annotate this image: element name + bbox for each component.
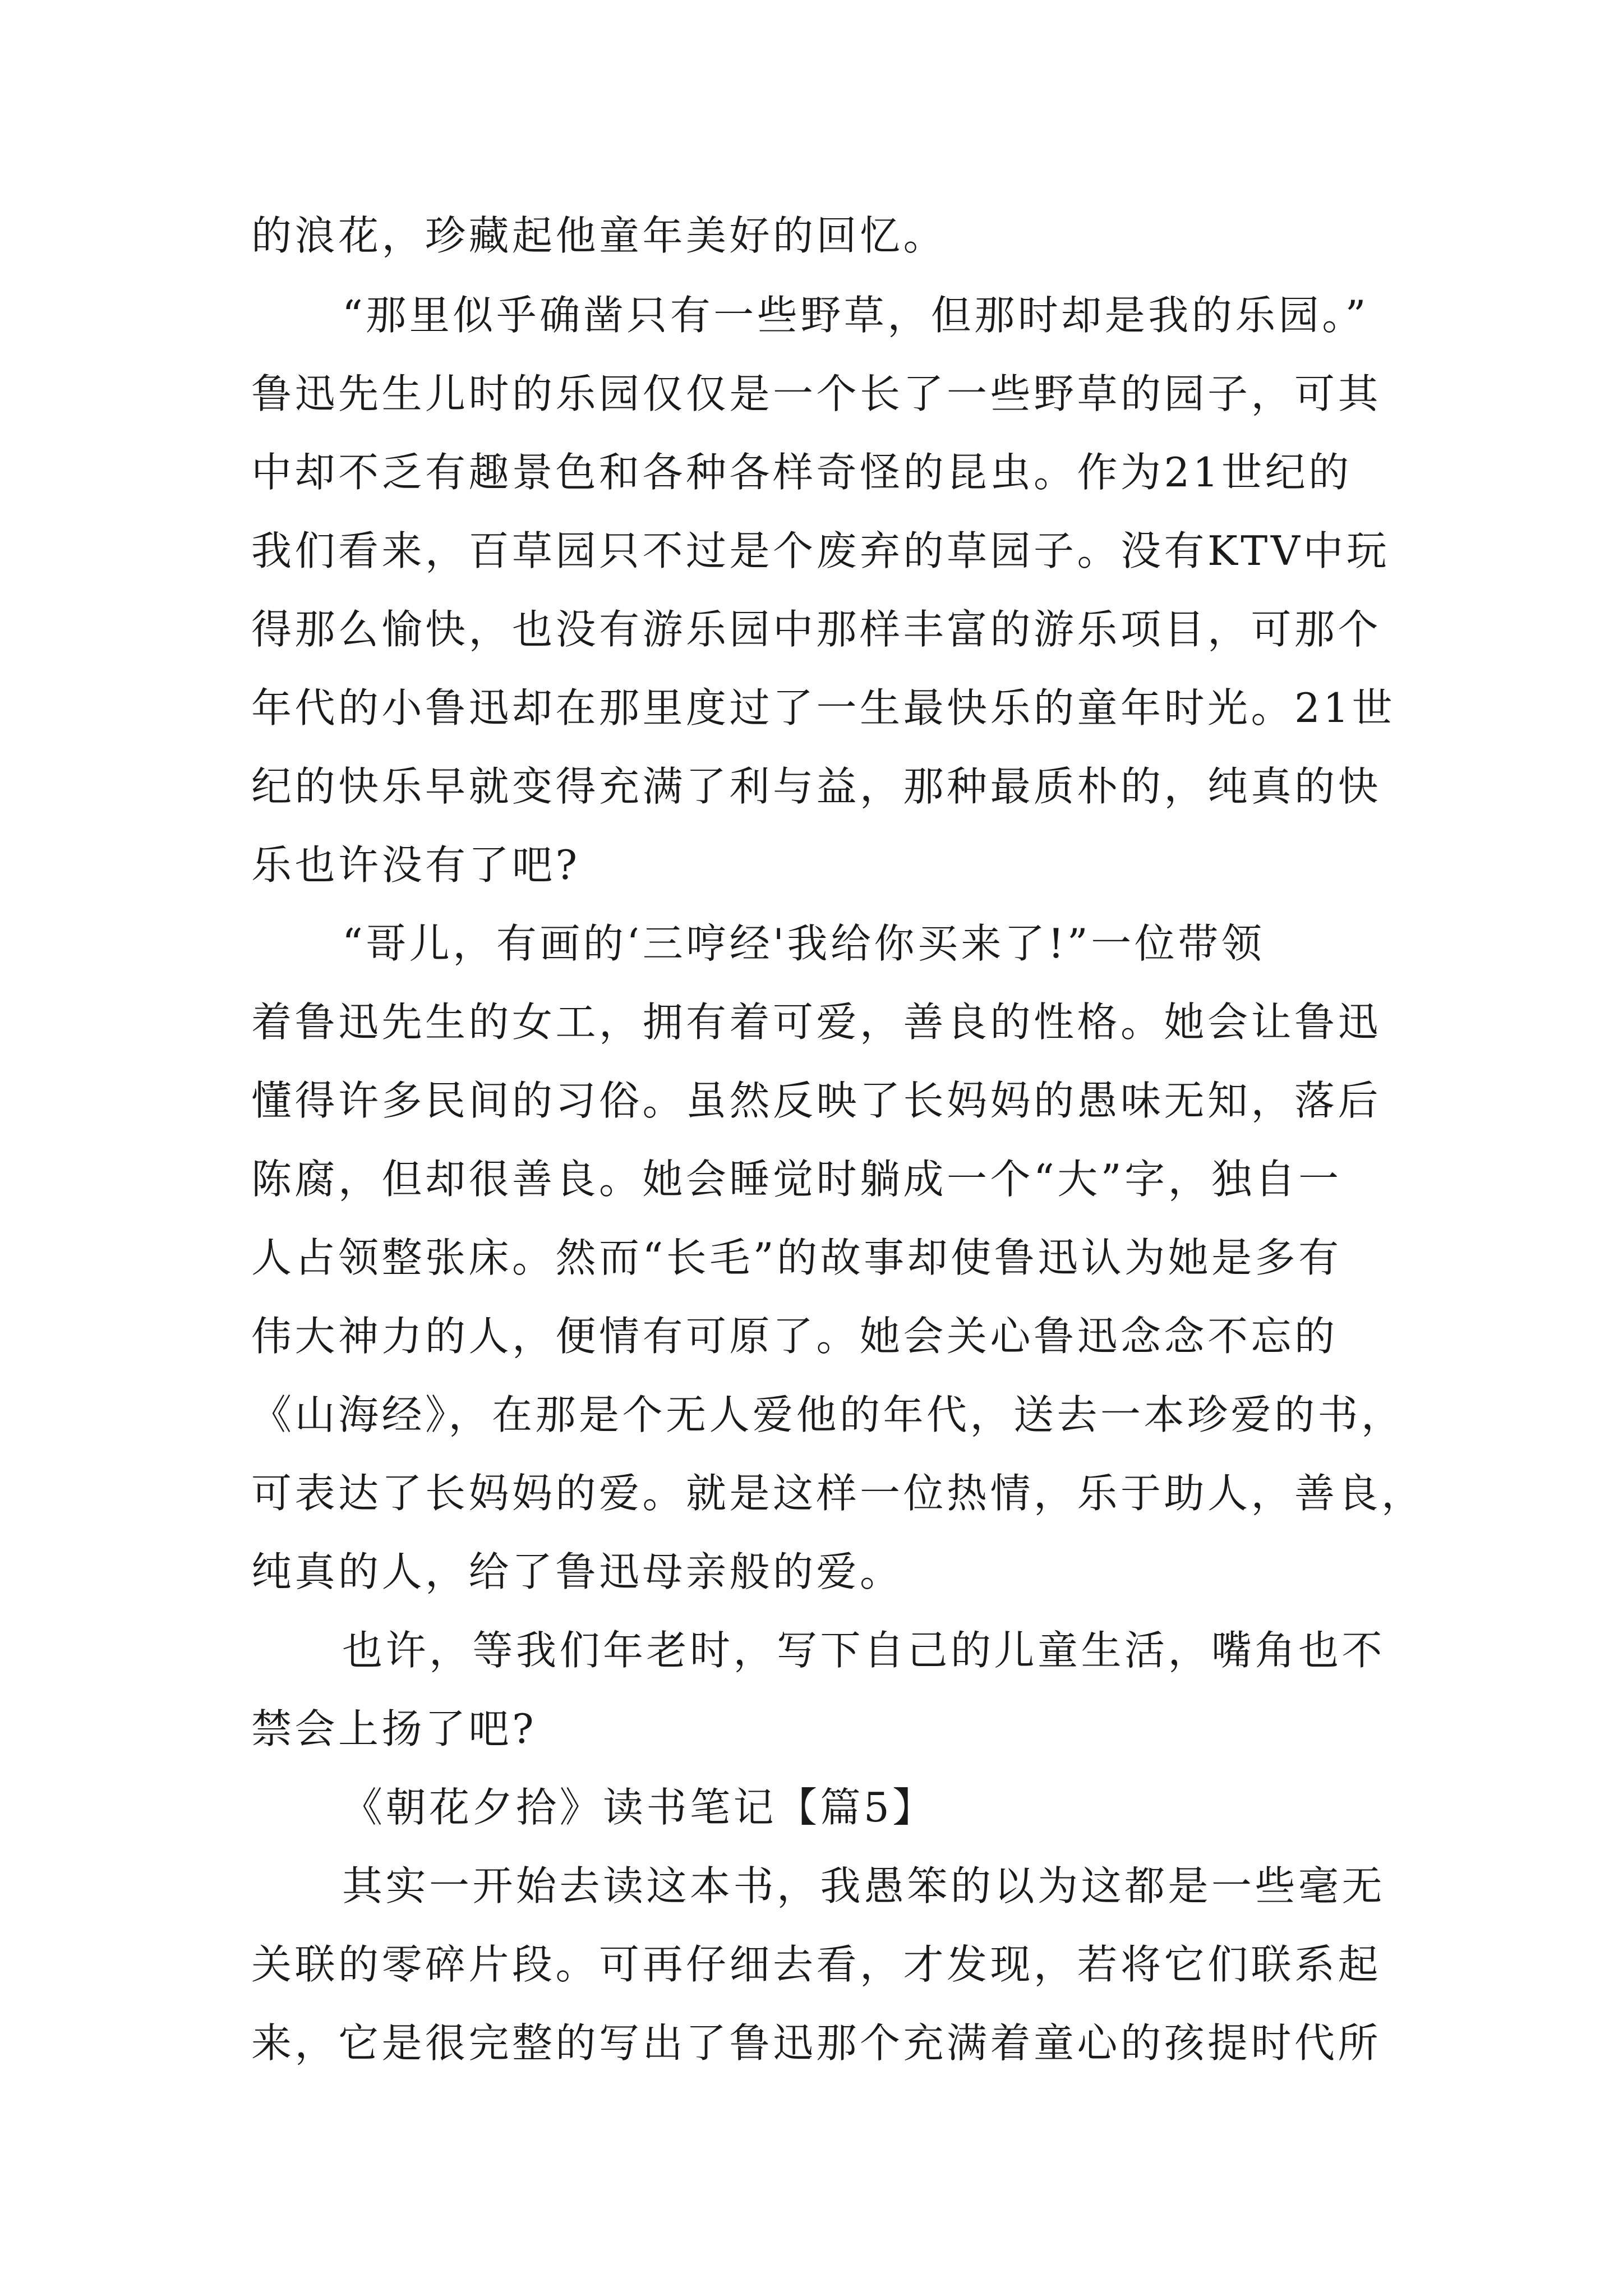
text-line-11: 着鲁迅先生的女工，拥有着可爱，善良的性格。她会让鲁迅 xyxy=(251,999,1382,1046)
text-line-14: 人占领整张床。然而“长毛”的故事却使鲁迅认为她是多有 xyxy=(251,1234,1342,1281)
text-line-22: 其实一开始去读这本书，我愚笨的以为这都是一些毫无 xyxy=(342,1862,1386,1910)
text-line-13: 陈腐，但却很善良。她会睡觉时躺成一个“大”字，独自一 xyxy=(251,1156,1342,1203)
text-line-18: 纯真的人，给了鲁迅母亲般的爱。 xyxy=(251,1548,903,1595)
text-line-23: 关联的零碎片段。可再仔细去看，才发现，若将它们联系起 xyxy=(251,1941,1382,1988)
text-line-7: 年代的小鲁迅却在那里度过了一生最快乐的童年时光。21世 xyxy=(251,684,1396,731)
text-line-16: 《山海经》，在那是个无人爱他的年代，送去一本珍爱的书， xyxy=(251,1391,1405,1438)
text-line-20: 禁会上扬了吧? xyxy=(251,1705,537,1752)
text-line-19: 也许，等我们年老时，写下自己的儿童生活，嘴角也不 xyxy=(342,1627,1386,1674)
text-line-5: 我们看来，百草园只不过是个废弃的草园子。没有KTV中玩 xyxy=(251,527,1390,574)
text-line-6: 得那么愉快，也没有游乐园中那样丰富的游乐项目，可那个 xyxy=(251,606,1382,653)
text-line-15: 伟大神力的人，便情有可原了。她会关心鲁迅念念不忘的 xyxy=(251,1313,1338,1360)
text-line-8: 纪的快乐早就变得充满了利与益，那种最质朴的，纯真的快 xyxy=(251,763,1382,810)
text-line-10: “哥儿，有画的‘三哼经'我给你买来了!”一位带领 xyxy=(342,920,1265,967)
text-line-24: 来，它是很完整的写出了鲁迅那个充满着童心的孩提时代所 xyxy=(251,2019,1382,2067)
section-heading: 《朝花夕拾》读书笔记【篇5】 xyxy=(342,1784,936,1831)
text-line-3: 鲁迅先生儿时的乐园仅仅是一个长了一些野草的园子，可其 xyxy=(251,370,1382,417)
text-line-1: 的浪花，珍藏起他童年美好的回忆。 xyxy=(251,212,947,259)
text-line-9: 乐也许没有了吧? xyxy=(251,841,580,889)
text-line-12: 懂得许多民间的习俗。虽然反映了长妈妈的愚味无知，落后 xyxy=(251,1077,1382,1124)
text-line-2: “那里似乎确凿只有一些野草，但那时却是我的乐园。” xyxy=(342,292,1370,339)
text-line-17: 可表达了长妈妈的爱。就是这样一位热情，乐于助人，善良， xyxy=(251,1470,1425,1517)
text-line-4: 中却不乏有趣景色和各种各样奇怪的昆虫。作为21世纪的 xyxy=(251,449,1352,496)
